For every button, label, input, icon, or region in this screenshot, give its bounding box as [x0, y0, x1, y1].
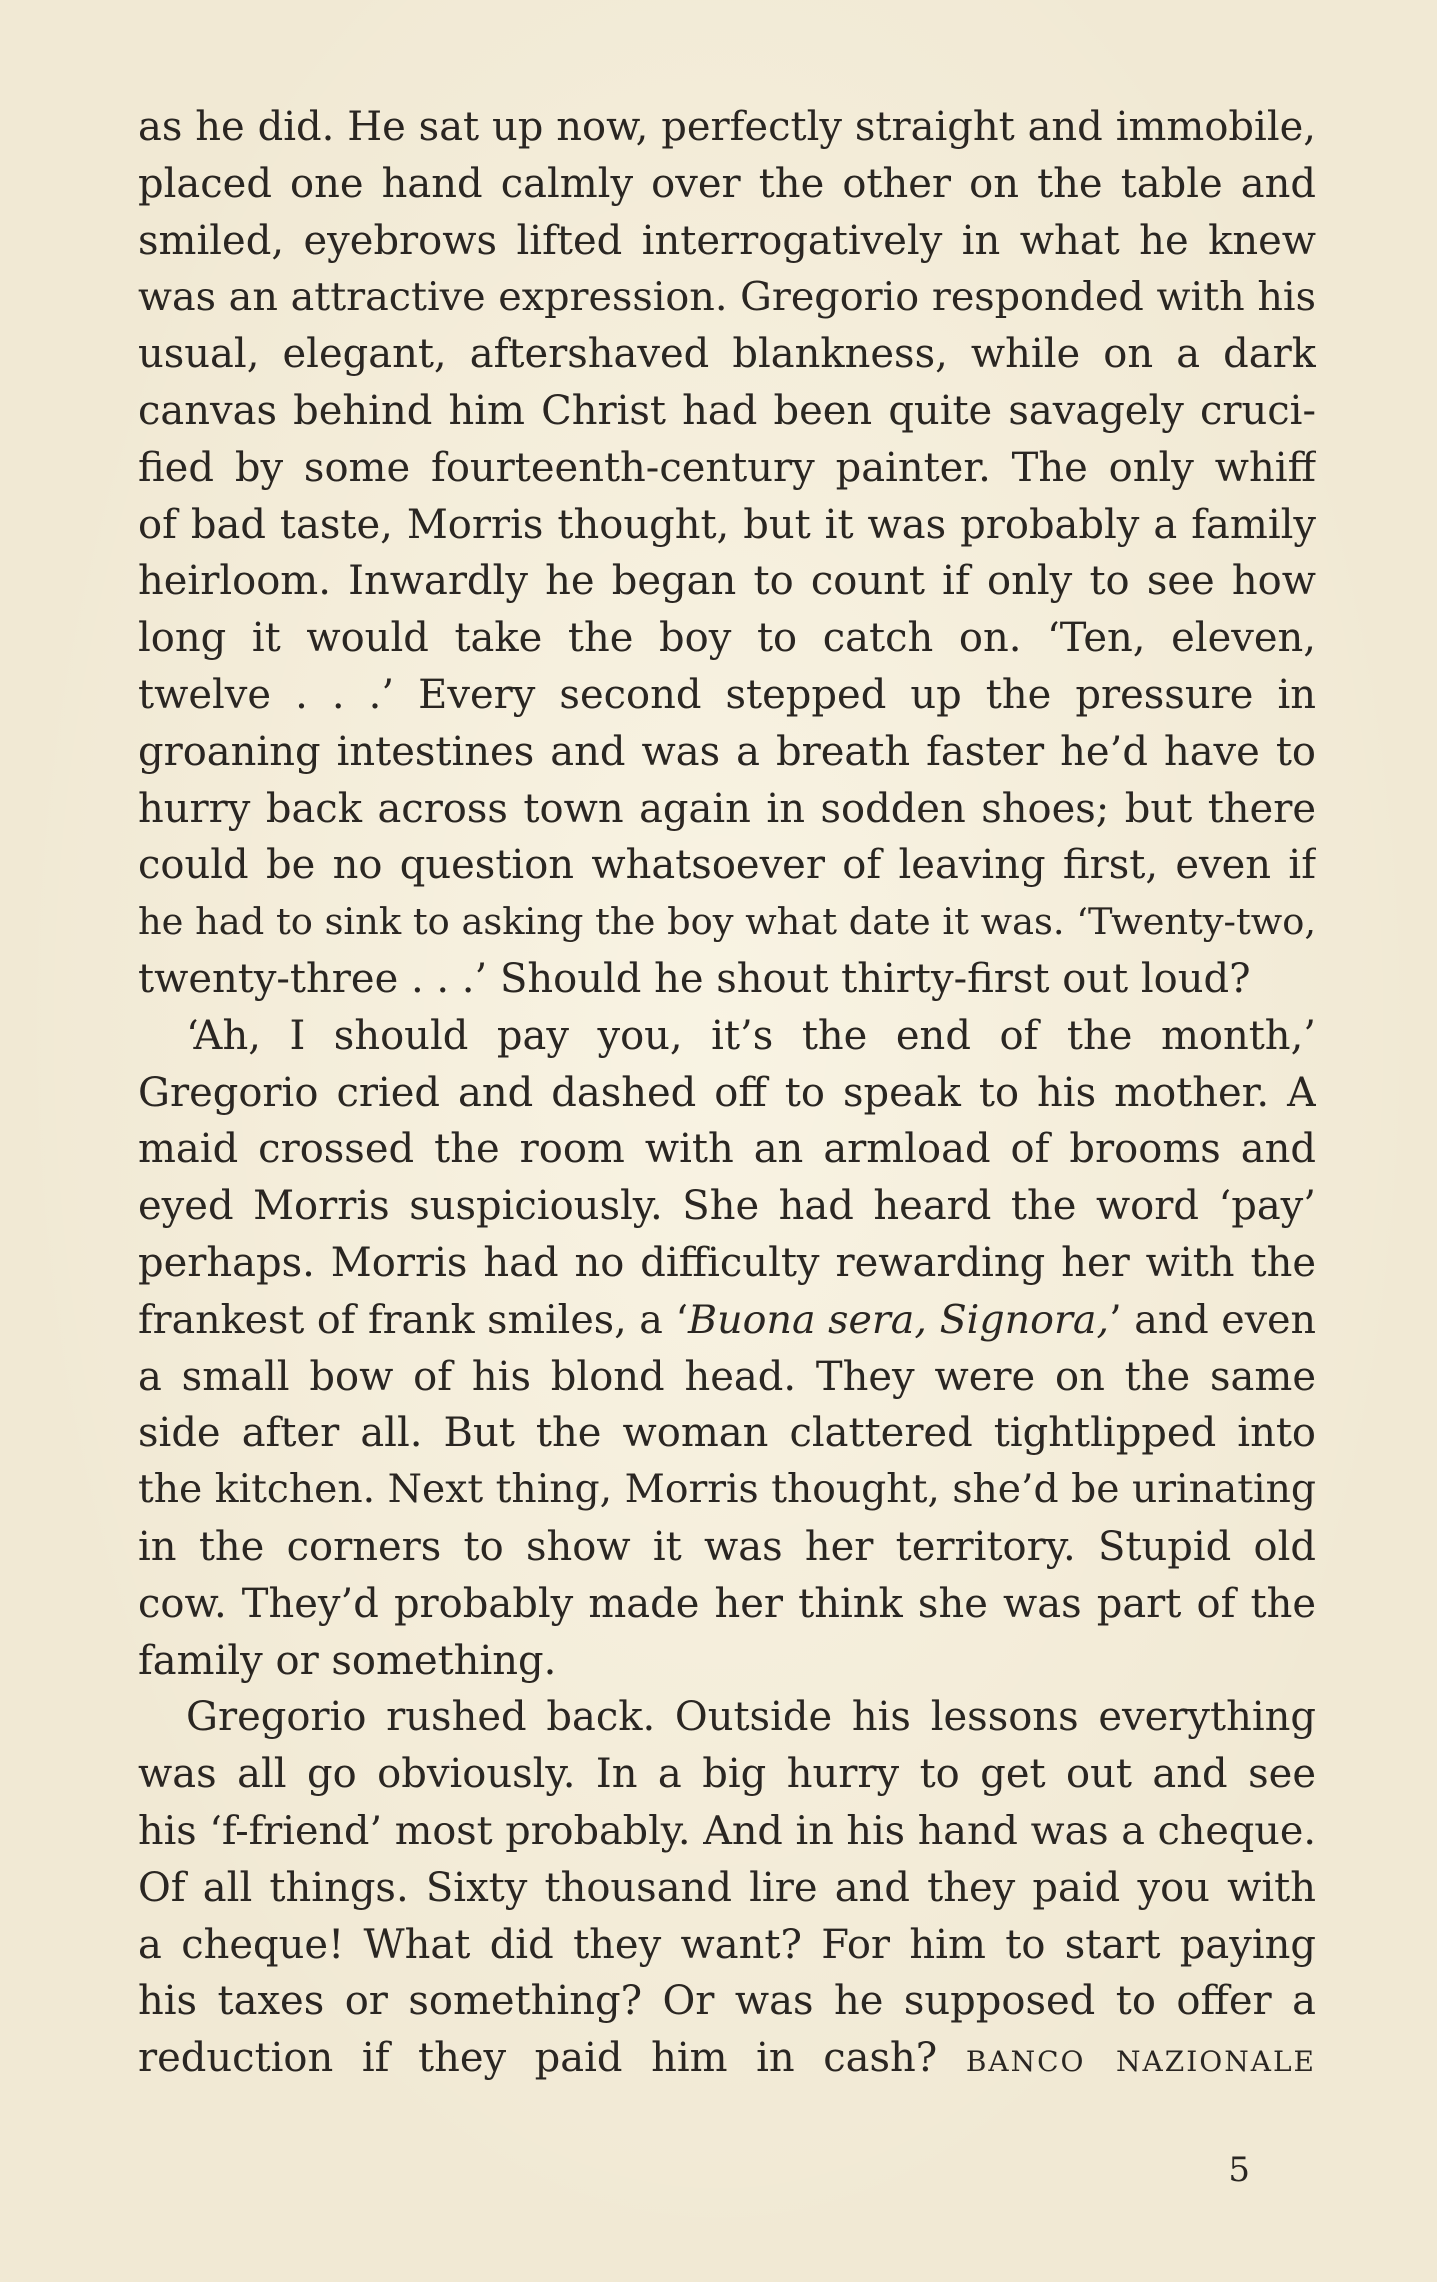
text-segment: side after all. But the woman clattered tightlipped into [138, 1410, 1316, 1457]
text-segment: smiled, eyebrows lifted interrogatively in what he knew [138, 217, 1316, 264]
text-line [138, 269, 1316, 326]
text-line [138, 667, 1316, 724]
text-line [138, 99, 1316, 156]
text-segment: twelve . . .’ Every second stepped up the pressure in [138, 671, 1316, 718]
text-line [138, 1746, 1316, 1803]
text-segment: fied by some fourteenth-century painter. The only whiff [138, 444, 1316, 491]
text-segment: ‘Ah, I should pay you, it’s the end of the month,’ [186, 1012, 1316, 1059]
text-line [138, 837, 1316, 894]
text-segment: perhaps. Morris had no difficulty rewarding her with the [138, 1239, 1316, 1286]
text-segment: a small bow of his blond head. They were on the same [138, 1353, 1316, 1400]
text-line [138, 1860, 1316, 1917]
text-line [138, 781, 1316, 838]
text-line [138, 1405, 1316, 1462]
text-segment: twenty-three . . .’ Should he shout thirty-first out loud? [138, 955, 1251, 1002]
text-segment: he had to sink to asking the boy what date it was. ‘Twenty-two, [138, 900, 1316, 944]
text-segment: of bad taste, Morris thought, but it was probably a family [138, 501, 1316, 548]
text-line [138, 1689, 1316, 1746]
text-line [138, 1292, 1316, 1349]
small-caps-phrase: banco nazionale [965, 2035, 1316, 2082]
text-segment: frankest of frank smiles, a ‘ [138, 1296, 689, 1343]
text-segment: placed one hand calmly over the other on the table and [138, 160, 1316, 207]
text-line [138, 1065, 1316, 1122]
text-line [138, 1519, 1316, 1576]
text-line [138, 1235, 1316, 1292]
text-line [138, 553, 1316, 610]
text-line [138, 440, 1316, 497]
text-segment: usual, elegant, aftershaved blankness, while on a dark [138, 331, 1316, 378]
text-line [138, 1973, 1316, 2030]
text-line [138, 1917, 1316, 1974]
text-line [138, 1121, 1316, 1178]
page-number: 5 [1228, 2150, 1250, 2190]
text-segment: ’ and even [1109, 1296, 1316, 1343]
text-line [138, 156, 1316, 213]
text-segment: eyed Morris suspiciously. She had heard the word ‘pay’ [138, 1183, 1316, 1230]
text-line [138, 951, 1316, 1008]
text-segment: canvas behind him Christ had been quite savagely cruci- [138, 387, 1316, 434]
text-segment: in the corners to show it was her territory. Stupid old [138, 1523, 1316, 1570]
text-segment: hurry back across town again in sodden shoes; but there [138, 785, 1316, 832]
text-segment: was all go obviously. In a big hurry to get out and see [138, 1751, 1316, 1798]
text-segment: his ‘f-friend’ most probably. And in his hand was a cheque. [138, 1807, 1316, 1854]
text-segment: was an attractive expression. Gregorio responded with his [138, 274, 1316, 321]
text-line [138, 383, 1316, 440]
text-line [138, 1349, 1316, 1406]
text-segment: groaning intestines and was a breath faster he’d have to [138, 728, 1316, 775]
text-line [138, 894, 1316, 951]
text-segment: as he did. He sat up now, perfectly straight and immobile, [138, 104, 1316, 150]
text-segment: family or something. [138, 1637, 557, 1684]
text-segment: Gregorio rushed back. Outside his lessons everything [186, 1694, 1316, 1741]
text-line [138, 1576, 1316, 1633]
text-segment: Gregorio cried and dashed off to speak to his mother. A [138, 1069, 1316, 1116]
text-line [138, 2030, 1316, 2087]
text-segment: his taxes or something? Or was he supposed to offer a [138, 1978, 1316, 2025]
italic-phrase: Buona sera, Signora, [688, 1296, 1110, 1343]
text-line [138, 1803, 1316, 1860]
text-segment: cow. They’d probably made her think she was part of the [138, 1580, 1316, 1627]
text-line [138, 1008, 1316, 1065]
text-segment: heirloom. Inwardly he began to count if only to see how [138, 558, 1316, 605]
text-line [138, 1178, 1316, 1235]
text-segment: maid crossed the room with an armload of brooms and [138, 1126, 1316, 1173]
page-text [138, 99, 1316, 2087]
text-segment: could be no question whatsoever of leaving first, even if [138, 842, 1316, 889]
text-segment: long it would take the boy to catch on. ‘Ten, eleven, [138, 615, 1316, 662]
text-segment: a cheque! What did they want? For him to start paying [138, 1921, 1316, 1968]
text-line [138, 213, 1316, 270]
text-line [138, 610, 1316, 667]
text-line [138, 1462, 1316, 1519]
text-line [138, 1633, 1316, 1690]
text-segment: Of all things. Sixty thousand lire and they paid you with [138, 1864, 1316, 1911]
text-line [138, 326, 1316, 383]
text-line [138, 497, 1316, 554]
text-segment: reduction if they paid him in cash? [138, 2035, 966, 2082]
text-segment: the kitchen. Next thing, Morris thought, she’d be urinating [138, 1467, 1316, 1513]
text-line [138, 724, 1316, 781]
